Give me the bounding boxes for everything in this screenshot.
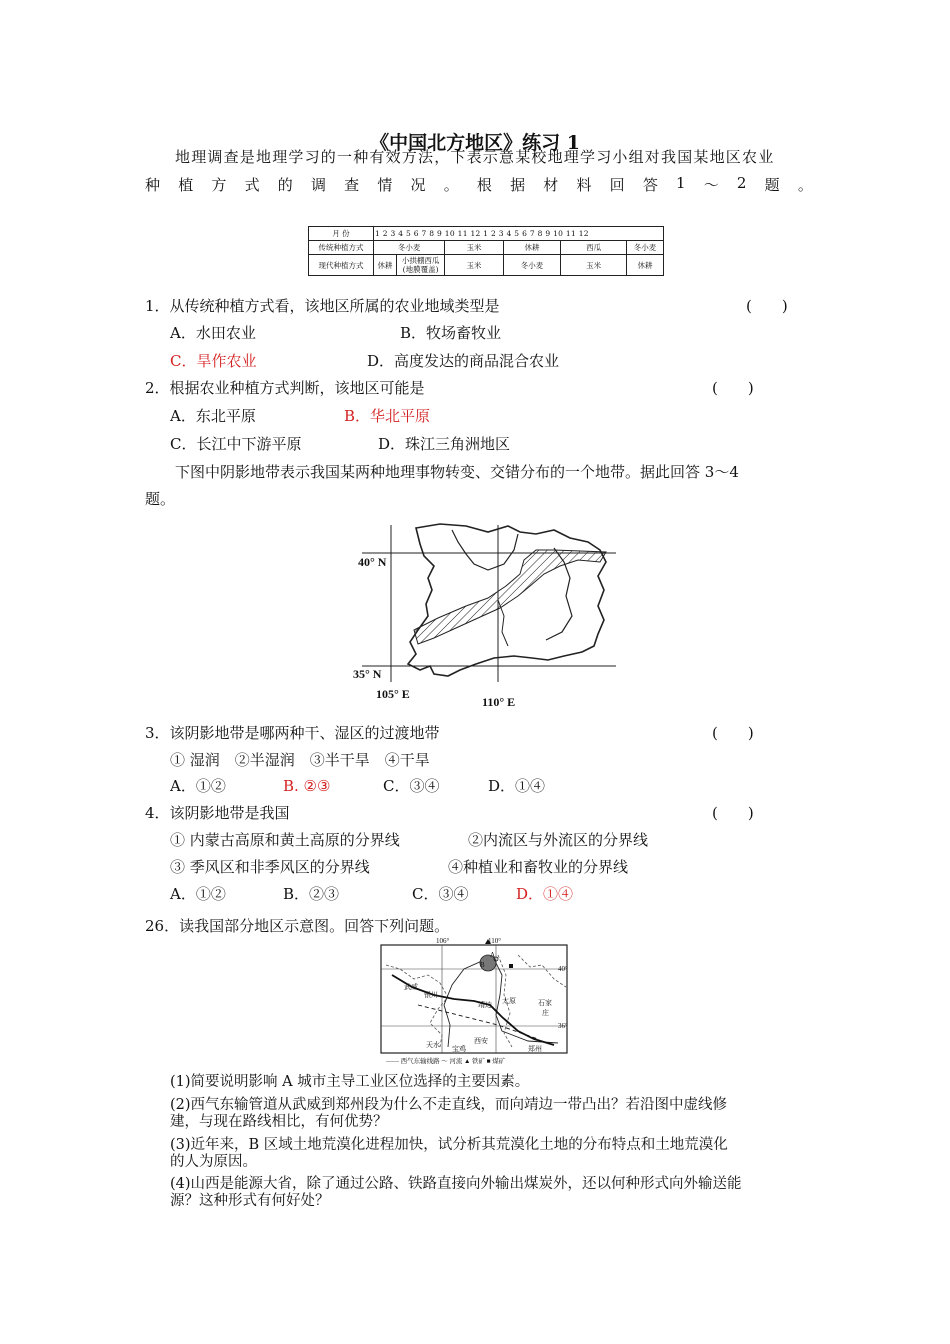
modern-label: 现代种植方式 (309, 255, 374, 276)
place-wuwei-label: 武威 (404, 983, 418, 991)
q4-stem: 4．该阴影地带是我国 (145, 804, 290, 822)
table-cell: 西瓜 (561, 241, 627, 255)
q26-sub-2a: (2)西气东输管道从武威到郑州段为什么不走直线，而向靖边一带凸出？若沿图中虚线修 (170, 1097, 728, 1113)
intro-char: 。 (797, 176, 813, 194)
q26-sub-4a: (4)山西是能源大省，除了通过公路、铁路直接向外输出煤炭外，还以何种形式向外输送能 (170, 1176, 742, 1192)
table-cell: 小拱棚西瓜 (地膜覆盖) (397, 255, 445, 276)
table-cell: 休耕 (503, 241, 560, 255)
lon-110-label: 110° E (482, 695, 516, 709)
q4-option-c: C．③④ (412, 885, 469, 903)
region-map (378, 935, 573, 1067)
table-cell: 玉米 (445, 255, 504, 276)
q4-option-d: D．①④ (516, 885, 574, 903)
q26-sub-4b: 源？这种形式有何好处？ (170, 1193, 330, 1209)
q4-item-3: ③ 季风区和非季风区的分界线 (170, 858, 370, 876)
inner-boundary (452, 530, 518, 570)
intro-char: 式 (244, 176, 260, 194)
q2-option-d: D．珠江三角洲地区 (378, 435, 511, 453)
intro-char: 据 (510, 176, 526, 194)
intro-char: 根 (476, 176, 492, 194)
q2-option-c: C．长江中下游平原 (170, 435, 302, 453)
q26-sub-3a: (3)近年来，B 区域土地荒漠化进程加快，试分析其荒漠化土地的分布特点和土地荒漠化 (170, 1137, 728, 1153)
q3-option-a: A．①② (170, 777, 226, 795)
shaded-transition-belt (414, 550, 606, 644)
intro-char: 题 (764, 176, 780, 194)
table-cell: 休耕 (627, 255, 664, 276)
map1-intro-line-2: 题。 (145, 490, 176, 508)
q1-option-d: D．高度发达的商品混合农业 (367, 352, 560, 370)
q1-option-a: A．水田农业 (170, 324, 256, 342)
q4-option-a: A．①② (170, 885, 226, 903)
map-legend: —— 西气东输线路 ～ 河流 ▲ 铁矿 ■ 煤矿 (386, 1058, 506, 1065)
intro-char: 回 (609, 176, 625, 194)
place-zhuang-label: 庄 (542, 1009, 549, 1017)
intro-char: ～ (703, 176, 719, 194)
intro-char: 方 (211, 176, 227, 194)
q4-answer-bracket: ( ) (712, 804, 754, 822)
lat-40-label: 40° N (358, 555, 387, 569)
intro-char: 材 (543, 176, 559, 194)
table-cell: 冬小麦 (627, 241, 664, 255)
table-row (309, 255, 664, 276)
q2-stem: 2．根据农业种植方式判断，该地区可能是 (145, 379, 425, 397)
intro-char: 料 (576, 176, 592, 194)
q2-option-a: A．东北平原 (170, 407, 256, 425)
q26-sub-3b: 的人为原因。 (170, 1154, 257, 1170)
q3-stem: 3．该阴影地带是哪两种干、湿区的过渡地带 (145, 724, 440, 742)
q1-stem: 1．从传统种植方式看，该地区所属的农业地域类型是 (145, 297, 500, 315)
map1-intro-line-1: 下图中阴影地带表示我国某两种地理事物转变、交错分布的一个地带。据此回答 3～4 (175, 463, 739, 481)
intro-char: 植 (178, 176, 194, 194)
q3-option-c: C．③④ (383, 777, 440, 795)
q26-sub-2b: 建，与现在路线相比，有何优势？ (170, 1114, 388, 1130)
place-baoji-label: 宝鸡 (452, 1045, 466, 1053)
intro-char: 2 (736, 174, 747, 192)
intro-char: 种 (145, 176, 161, 194)
q4-item-1: ① 内蒙古高原和黄土高原的分界线 (170, 831, 400, 849)
q3-option-d: D．①④ (488, 777, 546, 795)
place-zhengzhou-label: 郑州 (528, 1045, 542, 1053)
page-title: 《中国北方地区》练习 1 (370, 132, 580, 154)
place-b-label: B (480, 961, 485, 969)
lat-36-label: 36° (558, 1022, 568, 1030)
table-row (309, 227, 664, 241)
months-row: 1 2 3 4 5 6 7 8 9 10 11 12 1 2 3 4 5 6 7 8 9 10 11 12 (374, 227, 664, 241)
q26-stem: 26．读我国部分地区示意图。回答下列问题。 (145, 917, 450, 935)
place-taiyuan-label: 太原 (502, 997, 516, 1005)
place-a-label: A (490, 951, 496, 959)
table-cell: 冬小麦 (503, 255, 560, 276)
planting-table (308, 226, 664, 276)
lon-106-label: 106° (436, 937, 450, 945)
lon-110-label: 110° (488, 937, 502, 945)
q3-option-b: B. ②③ (283, 777, 331, 795)
table-cell: 玉米 (445, 241, 504, 255)
q2-answer-bracket: ( ) (712, 379, 754, 397)
place-shijia-label: 石家 (538, 999, 552, 1007)
place-yinchuan-label: 银川 (424, 991, 438, 999)
intro-char: 查 (344, 176, 360, 194)
q4-item-2: ②内流区与外流区的分界线 (468, 831, 649, 849)
intro-char: 调 (310, 176, 326, 194)
place-xian-label: 西安 (474, 1037, 488, 1045)
q1-answer-bracket: ( ) (746, 297, 788, 315)
intro-char: 况 (410, 176, 426, 194)
coal-mine-icon (509, 964, 513, 968)
intro-line-1: 地理调查是地理学习的一种有效方法，下表示意某校地理学习小组对我国某地区农业 (175, 148, 775, 166)
traditional-label: 传统种植方式 (309, 241, 374, 255)
intro-char: 答 (642, 176, 658, 194)
table-row (309, 241, 664, 255)
intro-char: 的 (277, 176, 293, 194)
intro-char: 情 (377, 176, 393, 194)
q1-option-b: B．牧场畜牧业 (400, 324, 502, 342)
lat-40-label: 40° (558, 965, 568, 973)
table-header-label: 月 份 (309, 227, 374, 241)
q26-sub-1: (1)简要说明影响 A 城市主导工业区位选择的主要因素。 (170, 1074, 530, 1090)
table-cell: 冬小麦 (374, 241, 445, 255)
q3-items: ① 湿润 ②半湿润 ③半干旱 ④干旱 (170, 751, 430, 769)
table-cell: 玉米 (561, 255, 627, 276)
q3-answer-bracket: ( ) (712, 724, 754, 742)
q4-option-b: B．②③ (283, 885, 340, 903)
q1-option-c: C．旱作农业 (170, 352, 257, 370)
q2-option-b: B．华北平原 (344, 407, 431, 425)
intro-line-2 (145, 174, 813, 195)
shaded-belt-map (348, 520, 628, 710)
intro-char: 。 (443, 176, 459, 194)
intro-char: 1 (676, 174, 686, 192)
lon-105-label: 105° E (376, 687, 410, 701)
table-cell: 休耕 (374, 255, 397, 276)
place-tianshui-label: 天水 (426, 1041, 440, 1049)
place-jingbian-label: 靖边 (478, 1001, 492, 1009)
q4-item-4: ④种植业和畜牧业的分界线 (448, 858, 629, 876)
lat-35-label: 35° N (353, 667, 382, 681)
